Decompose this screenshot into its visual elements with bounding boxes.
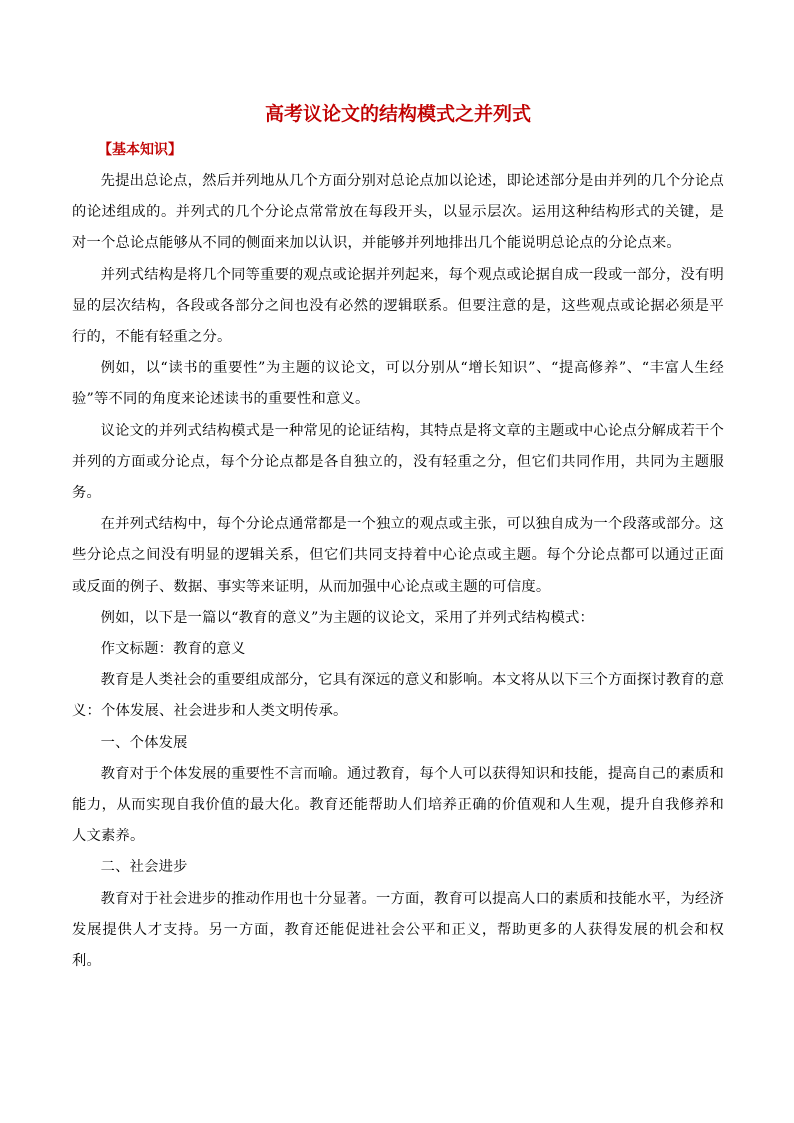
essay-title-line: 作文标题：教育的意义 (100, 641, 246, 658)
essay-intro: 教育是人类社会的重要组成部分，它具有深远的意义和影响。本文将从以下三个方面探讨教育的意义：个体发展、社会进步和人类文明传承。 (72, 672, 724, 720)
paragraph-example-education: 例如，以下是一篇以“教育的意义”为主题的议论文，采用了并列式结构模式： (100, 609, 595, 626)
essay-heading-society: 二、社会进步 (100, 859, 188, 876)
document-page (72, 100, 724, 977)
section-label-basic-knowledge: 【基本知识】 (98, 142, 182, 158)
paragraph-definition: 并列式结构是将几个同等重要的观点或论据并列起来，每个观点或论据自成一段或一部分，没有明显的层次结构，各段或各部分之间也没有必然的逻辑联系。但要注意的是，这些观点或论据必须是平行的，不能有轻重之分。 (72, 266, 724, 346)
essay-heading-individual: 一、个体发展 (100, 734, 188, 751)
essay-body-society: 教育对于社会进步的推动作用也十分显著。一方面，教育可以提高人口的素质和技能水平，为经济发展提供人才支持。另一方面，教育还能促进社会公平和正义，帮助更多的人获得发展的机会和权利。 (72, 890, 724, 970)
document-title: 高考议论文的结构模式之并列式 (264, 103, 531, 125)
paragraph-sub-arguments: 在并列式结构中，每个分论点通常都是一个独立的观点或主张，可以独自成为一个段落或部分。这些分论点之间没有明显的逻辑关系，但它们共同支持着中心论点或主题。每个分论点都可以通过正面或反面的例子、数据、事实等来证明，从而加强中心论点或主题的可信度。 (72, 516, 724, 595)
paragraph-example-reading: 例如，以“读书的重要性”为主题的议论文，可以分别从“增长知识”、“提高修养”、“丰富人生经验”等不同的角度来论述读书的重要性和意义。 (72, 360, 724, 408)
essay-body-individual: 教育对于个体发展的重要性不言而喻。通过教育，每个人可以获得知识和技能，提高自己的素质和能力，从而实现自我价值的最大化。教育还能帮助人们培养正确的价值观和人生观，提升自我修养和人文素养。 (72, 765, 724, 845)
paragraph-intro: 先提出总论点，然后并列地从几个方面分别对总论点加以论述，即论述部分是由并列的几个分论点的论述组成的。并列式的几个分论点常常放在每段开头，以显示层次。运用这种结构形式的关键，是对一个总论点能够从不同的侧面来加以认识，并能够并列地排出几个能说明总论点的分论点来。 (72, 173, 724, 252)
paragraph-structure-mode: 议论文的并列式结构模式是一种常见的论证结构，其特点是将文章的主题或中心论点分解成若干个并列的方面或分论点，每个分论点都是各自独立的，没有轻重之分，但它们共同作用，共同为主题服务。 (72, 422, 724, 502)
